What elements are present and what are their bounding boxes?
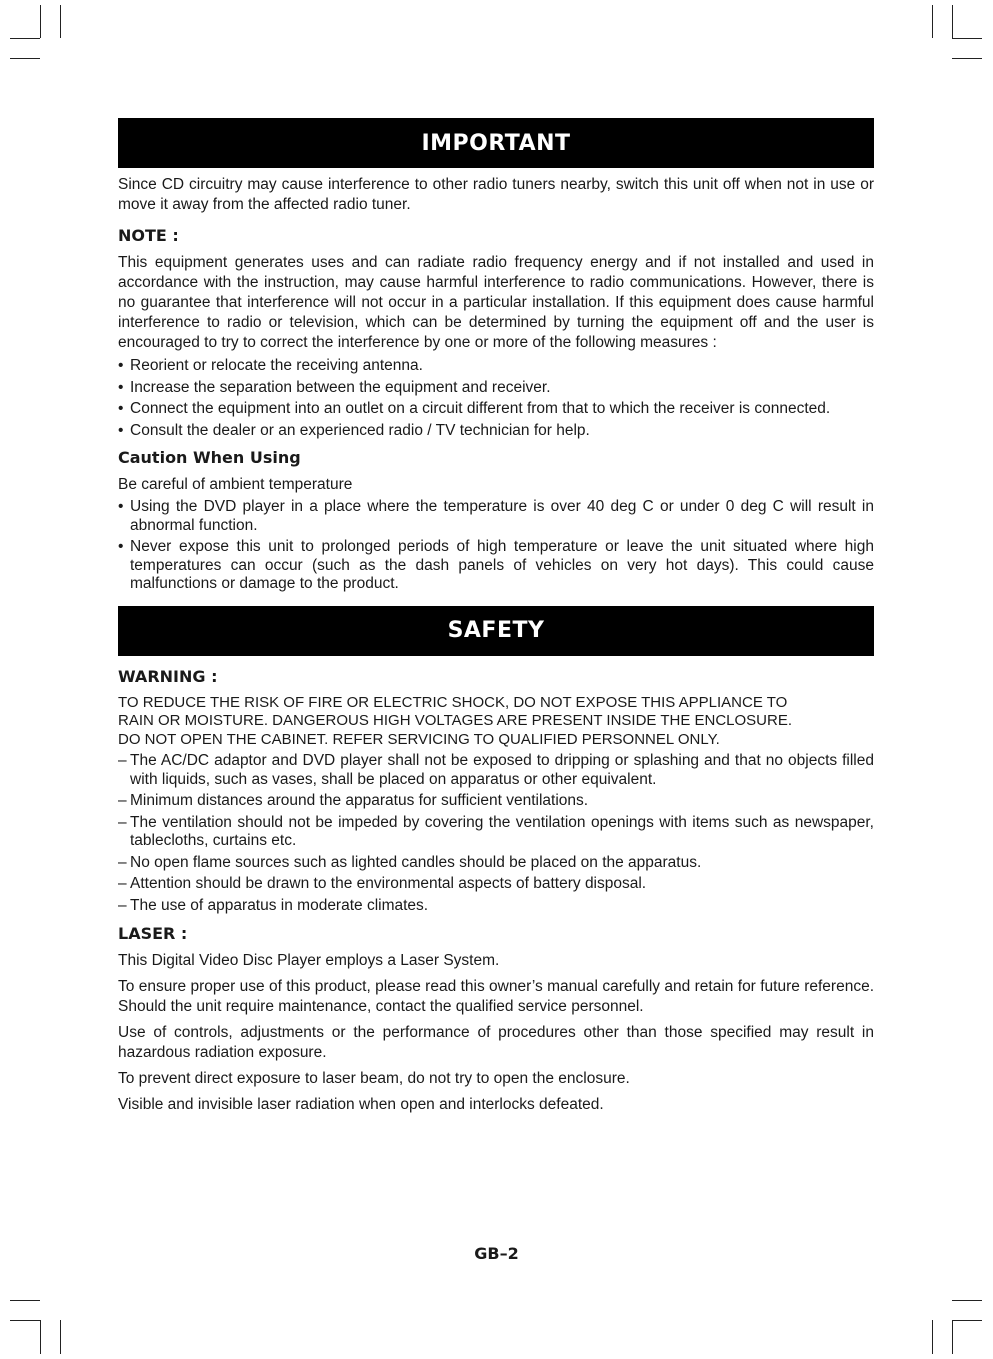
- measure-text: Consult the dealer or an experienced radio / TV technician for help.: [130, 421, 590, 439]
- crop-mark: [932, 5, 933, 38]
- warning-item-text: Attention should be drawn to the environmental aspects of battery disposal.: [130, 875, 647, 892]
- warning-item-text: No open flame sources such as lighted candles should be placed on the apparatus.: [130, 853, 702, 871]
- crop-mark: [952, 1320, 953, 1354]
- laser-paragraph: To ensure proper use of this product, please read this owner’s manual carefully and retain for future reference. Should the unit require maintenance, contact the qualified service personnel.: [118, 978, 874, 1015]
- caution-text: Using the DVD player in a place where the temperature is over 40 deg C or under 0 deg C will result in abnormal function.: [130, 498, 874, 534]
- dash-marker: –: [118, 896, 127, 914]
- caution-list: [118, 498, 874, 594]
- crop-mark: [952, 1320, 982, 1321]
- list-item: [118, 357, 874, 376]
- caution-heading: Caution When Using: [118, 448, 301, 467]
- measure-text: Increase the separation between the equipment and receiver.: [130, 378, 551, 396]
- list-item: [118, 875, 874, 894]
- crop-mark: [10, 38, 40, 39]
- crop-mark: [10, 1300, 40, 1301]
- measure-text: Reorient or relocate the receiving antenna.: [130, 357, 423, 374]
- list-item: [118, 854, 874, 873]
- crop-mark: [952, 38, 982, 39]
- warning-caps-line: DO NOT OPEN THE CABINET. REFER SERVICING TO QUALIFIED PERSONNEL ONLY.: [118, 730, 720, 748]
- warning-heading: WARNING :: [118, 666, 218, 686]
- laser-paragraph: Use of controls, adjustments or the performance of procedures other than those specified may result in hazardous radiation exposure.: [118, 1024, 874, 1061]
- laser-paragraph: To prevent direct exposure to laser beam, do not try to open the enclosure.: [118, 1070, 630, 1087]
- note-heading: NOTE :: [118, 226, 179, 245]
- caution-intro: Be careful of ambient temperature: [118, 476, 353, 493]
- list-item: [118, 400, 874, 419]
- safety-title: SAFETY: [447, 618, 545, 643]
- list-item: [118, 379, 874, 398]
- warning-list: [118, 752, 874, 915]
- bullet-marker: •: [118, 378, 124, 396]
- crop-mark: [10, 58, 40, 59]
- list-item: [118, 814, 874, 851]
- crop-mark: [10, 1320, 40, 1321]
- crop-mark: [932, 1320, 933, 1354]
- note-text: This equipment generates uses and can radiate radio frequency energy and if not installed and used in accordance with the instruction, may cause harmful interference to radio communications. However, there is no guarantee that interference will not occur in a particular installation. If this equipment does cause harmful interference to radio or television, which can be determined by turning the equipment off and the user is encouraged to try to correct the interference by one or more of the following measures :: [118, 254, 874, 351]
- warning-item-text: The ventilation should not be impeded by covering the ventilation openings with items such as newspaper, tablecloths, curtains etc.: [130, 813, 874, 849]
- bullet-marker: •: [118, 421, 124, 439]
- laser-heading: LASER :: [118, 924, 188, 943]
- warning-caps-line: TO REDUCE THE RISK OF FIRE OR ELECTRIC SHOCK, DO NOT EXPOSE THIS APPLIANCE TO: [118, 693, 788, 711]
- crop-mark: [952, 1300, 982, 1301]
- warning-caps-block: [118, 694, 874, 750]
- dash-marker: –: [118, 875, 127, 892]
- warning-item-text: Minimum distances around the apparatus for sufficient ventilations.: [130, 792, 589, 809]
- dash-marker: –: [118, 813, 127, 831]
- laser-paragraph: This Digital Video Disc Player employs a Laser System.: [118, 952, 500, 969]
- bullet-marker: •: [118, 400, 124, 417]
- dash-marker: –: [118, 853, 127, 871]
- dash-marker: –: [118, 752, 127, 769]
- list-item: [118, 752, 874, 789]
- bullet-marker: •: [118, 498, 124, 515]
- page-number: GB–2: [474, 1244, 519, 1263]
- crop-mark: [40, 5, 41, 38]
- measure-text: Connect the equipment into an outlet on a circuit different from that to which the receiver is connected.: [130, 400, 831, 417]
- list-item: [118, 538, 874, 594]
- bullet-marker: •: [118, 538, 124, 555]
- important-intro: Since CD circuitry may cause interference to other radio tuners nearby, switch this unit off when not in use or move it away from the affected radio tuner.: [118, 176, 874, 213]
- manual-page: [118, 118, 874, 1115]
- warning-caps-line: RAIN OR MOISTURE. DANGEROUS HIGH VOLTAGES ARE PRESENT INSIDE THE ENCLOSURE.: [118, 712, 793, 729]
- list-item: [118, 792, 874, 811]
- warning-item-text: The use of apparatus in moderate climates.: [130, 896, 429, 914]
- crop-mark: [952, 58, 982, 59]
- crop-mark: [40, 1320, 41, 1354]
- crop-mark: [60, 1320, 61, 1354]
- list-item: [118, 498, 874, 535]
- dash-marker: –: [118, 792, 127, 809]
- list-item: [118, 422, 874, 441]
- important-banner: [118, 118, 874, 168]
- crop-mark: [60, 5, 61, 38]
- caution-text: Never expose this unit to prolonged periods of high temperature or leave the unit situated where high temperatures can occur (such as the dash panels of vehicles on very hot days). This could cause malfunctions or damage to the product.: [130, 538, 874, 592]
- bullet-marker: •: [118, 357, 124, 374]
- important-title: IMPORTANT: [421, 130, 571, 156]
- list-item: [118, 897, 874, 916]
- safety-banner: [118, 606, 874, 656]
- warning-item-text: The AC/DC adaptor and DVD player shall not be exposed to dripping or splashing and that no objects filled with liquids, such as vases, shall be placed on apparatus or other equivalent.: [130, 752, 874, 788]
- crop-mark: [952, 5, 953, 38]
- laser-paragraph: Visible and invisible laser radiation when open and interlocks defeated.: [118, 1096, 604, 1113]
- measures-list: [118, 357, 874, 440]
